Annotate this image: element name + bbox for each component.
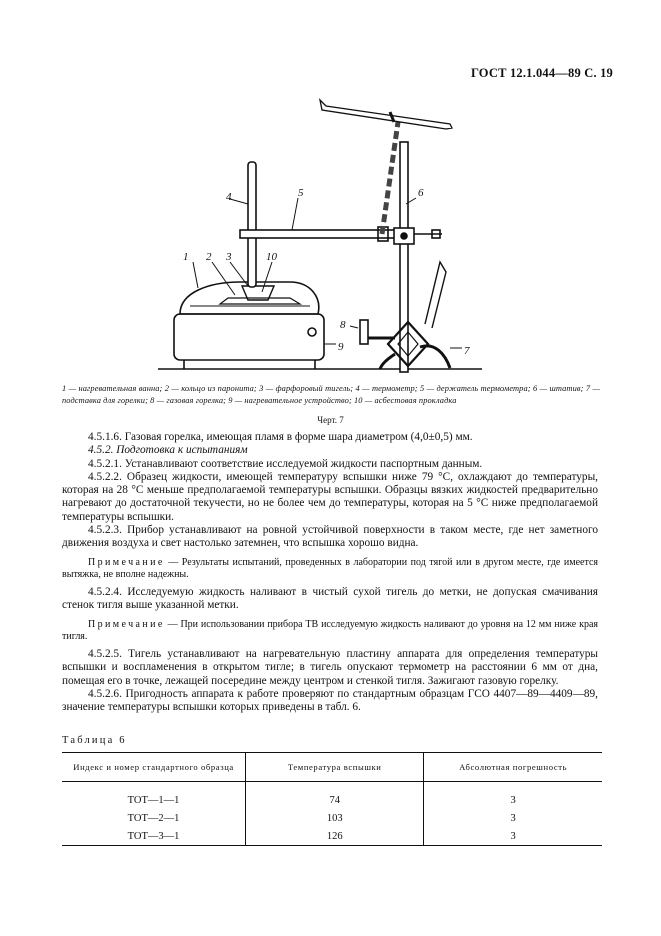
table-cell: 74 bbox=[246, 782, 424, 810]
figure-label-8: 8 bbox=[340, 319, 346, 331]
apparatus-drawing bbox=[150, 92, 490, 382]
table-cell: ТОТ—3—1 bbox=[62, 827, 246, 846]
table-row bbox=[62, 809, 602, 827]
table-cell: 3 bbox=[424, 827, 602, 846]
paragraph: 4.5.2.6. Пригодность аппарата к работе проверяют по стандартным образцам ГСО 4407—89—4409—89, значение температуры вспышки которых приведены в табл. 6. bbox=[62, 687, 598, 714]
figure-label-2: 2 bbox=[206, 251, 212, 263]
table-label: Таблица 6 bbox=[62, 735, 127, 746]
table-header-row bbox=[62, 753, 602, 782]
table-cell: 103 bbox=[246, 809, 424, 827]
burner-stand-7 bbox=[380, 262, 450, 369]
paragraph: 4.5.2.3. Прибор устанавливают на ровной устойчивой поверхности в таком месте, где нет заметного движения воздуха и свет настолько затемнен, что вспышка хорошо видна. bbox=[62, 524, 598, 550]
column-header: Индекс и номер стандартного образца bbox=[62, 753, 246, 782]
gas-burner-8 bbox=[360, 320, 395, 344]
figure-label-1: 1 bbox=[183, 251, 189, 263]
note-text: — Результаты испытаний, проведенных в лаборатории под тягой или в другом месте, где имеется вытяжка, не вполне надежны. bbox=[62, 556, 598, 580]
table-cell: ТОТ—2—1 bbox=[127, 812, 180, 824]
table-cell: 3 bbox=[424, 809, 602, 827]
paragraph: 4.5.1.6. Газовая горелка, имеющая пламя в форме шара диаметром (4,0±0,5) мм. bbox=[88, 431, 473, 443]
note-paragraph bbox=[62, 557, 598, 581]
paragraph: 4.5.2.5. Тигель устанавливают на нагревательную пластину аппарата для определения температуры вспышки и воспламенения в открытом тигле; в тигель опускают термометр на расстоянии 6 мм от дна, помещая его в точке, лежащей посередине между центром и стенкой тигля. Зажигают газовую горелку. bbox=[62, 648, 598, 687]
figure-title: Черт. 7 bbox=[317, 415, 344, 425]
figure-caption: 1 — нагревательная ванна; 2 — кольцо из паронита; 3 — фарфоровый тигель; 4 — термометр; 5 — держатель термометра; 6 — штатив; 7 — подставка для горелки; 8 — газовая горелка; 9 — нагревательное устройство; 10 — асбестовая прокладка bbox=[62, 384, 600, 405]
column-header: Абсолютная погрешность bbox=[424, 753, 602, 782]
paragraph: 4.5.2.1. Устанавливают соответствие исследуемой жидкости паспортным данным. bbox=[88, 457, 483, 470]
page-header: ГОСТ 12.1.044—89 С. 19 bbox=[470, 66, 613, 80]
figure-label-7: 7 bbox=[464, 345, 470, 357]
figure-label-4: 4 bbox=[226, 191, 232, 203]
table-cell: ТОТ—1—1 bbox=[127, 794, 180, 806]
section-heading: 4.5.2. Подготовка к испытаниям bbox=[88, 444, 248, 457]
table-cell: 126 bbox=[246, 827, 424, 846]
figure-label-6: 6 bbox=[418, 187, 424, 199]
upper-arm bbox=[320, 100, 452, 129]
stand-6 bbox=[394, 142, 442, 372]
figure-label-9: 9 bbox=[338, 341, 344, 353]
note-text: — При использовании прибора ТВ исследуемую жидкость наливают до уровня на 12 мм ниже края тигля. bbox=[62, 618, 598, 642]
note-paragraph bbox=[62, 619, 598, 643]
document-body bbox=[62, 431, 598, 715]
heating-device-9 bbox=[174, 314, 324, 369]
figure-label-3: 3 bbox=[226, 251, 232, 263]
paragraph: 4.5.2.4. Исследуемую жидкость наливают в чистый сухой тигель до метки, не допуская смачивания стенок тигля выше указанной метки. bbox=[62, 586, 598, 612]
thermometer-4 bbox=[248, 162, 256, 287]
table-row bbox=[62, 827, 602, 846]
swing-arm-dashed bbox=[382, 122, 398, 234]
note-label: Примечание bbox=[88, 618, 165, 630]
paragraph: 4.5.2.2. Образец жидкости, имеющей температуру вспышки ниже 79 °С, охлаждают до температуры, которая на 28 °С меньше предполагаемой температуры вспышки. Образцы вязких жидкостей предварительно нагревают до достаточной текучести, но не более чем до температуры, которая на 5 °С ниже предполагаемой температуры вспышки. bbox=[62, 470, 598, 523]
figure-label-10: 10 bbox=[266, 251, 277, 263]
column-header: Температура вспышки bbox=[246, 753, 424, 782]
standards-table bbox=[62, 752, 602, 846]
ring-2 bbox=[220, 298, 300, 304]
table-cell: 3 bbox=[424, 782, 602, 810]
figure-label-5: 5 bbox=[298, 187, 304, 199]
note-label: Примечание bbox=[88, 556, 165, 568]
table-row bbox=[62, 782, 602, 810]
